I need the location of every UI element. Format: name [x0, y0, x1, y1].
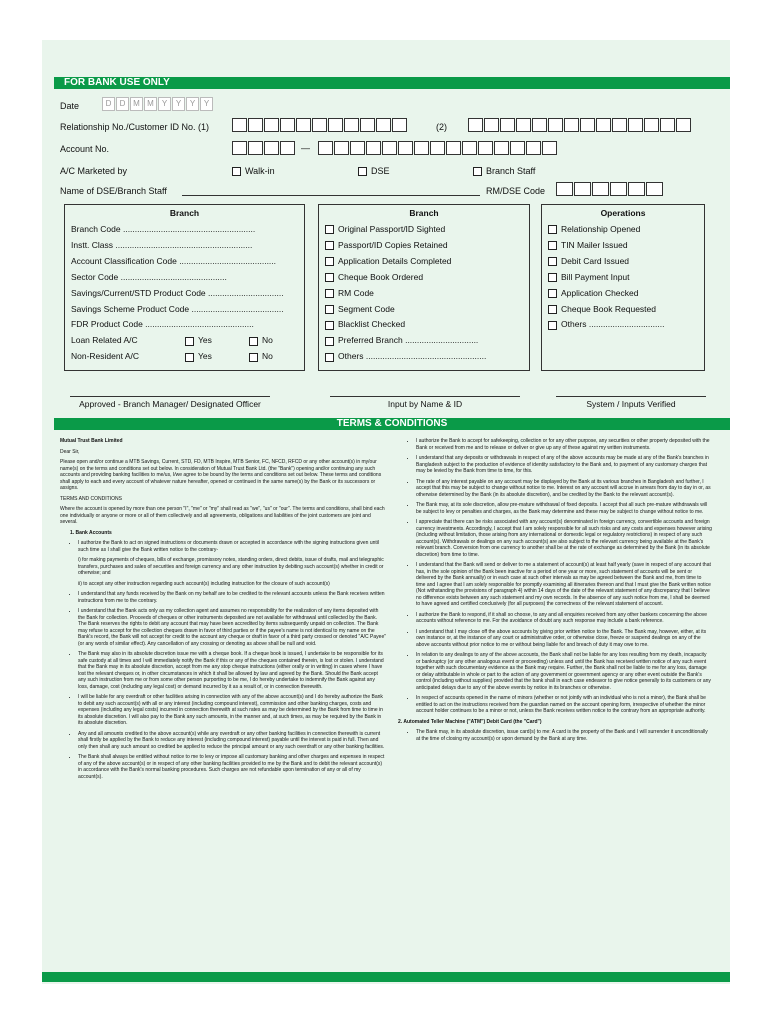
operations-item[interactable]: Application Checked — [542, 286, 704, 302]
loan-no[interactable]: No — [249, 333, 273, 349]
terms-left-column — [60, 438, 386, 784]
account-label: Account No. — [60, 144, 110, 154]
term-item: • In respect of accounts opened in the name of minors (whether or not jointly with an individual who is not a minor), the Bank shall be entitled to act on the instructions received from the guardian named on the account opening form, irrespective of whether the minor account holder continues to be a minor or not, unless the Bank receives written notice to the contrary from an appropriate authority. — [416, 695, 712, 715]
dse-checkbox[interactable] — [358, 167, 367, 176]
term-item: • I understand that I may close off the above accounts by giving prior written notice to the Bank. The Bank may, however, either, at its own instance or, at the instance of any court or administrative order, or otherwise close, freeze or suspend dealings on any of the above accounts without prior notice to me or without being liable for and breach of duty it may owe to me. — [416, 629, 712, 649]
instt-class-row: Instt. Class .......................................................... — [71, 239, 253, 250]
checklist-item[interactable]: Cheque Book Ordered — [319, 270, 529, 286]
term-item: • The Bank shall always be entitled without notice to me to levy or impose all customary banking and other charges and expenses in respect of any of the above account(s) or in respect of any other banking facilities provided to me by the Bank and to debit the relevant account(s) in accordance with the Bank's normal banking procedures. Such charges are not refundable upon termination of any or all of my account(s). — [78, 754, 386, 780]
terms-header: TERMS & CONDITIONS — [54, 418, 730, 430]
term-item: • I understand that any funds received by the Bank on my behalf are to be credited to the relevant accounts unless the Bank receives written instructions from me to the contrary. — [78, 591, 386, 604]
term-item: • I understand that the Bank will send or deliver to me a statement of account(s) at least half yearly (save in respect of any account that has, in the sole opinion of the Bank been inactive for a period of one year or more, such statement of accounts will be sent or delivered by the Bank annually) or in each case at such other intervals as may be agreed between the Bank and me, from time to time and I agree that I am solely responsible for promptly examining all itineraries thereon and that I must give the Bank written notice (Not withstanding the provisions of paragraph 4) within 14 days of the date of the relevant statement of any discrepancy that I believe no difference exists between any such statement and my own records. In the absence of any such notice from me, I shall be deemed to have agreed and certified conclusively (for all purposes) the correctness of the relevant statement of account. — [416, 562, 712, 608]
operations-item[interactable]: TIN Mailer Issued — [542, 238, 704, 254]
checkbox[interactable] — [548, 289, 557, 298]
approved-label: Approved - Branch Manager/ Designated Officer — [79, 399, 261, 409]
account-field-1[interactable] — [232, 141, 296, 155]
relationship-field-2[interactable] — [468, 118, 692, 132]
checkbox[interactable] — [548, 273, 557, 282]
checkbox[interactable] — [548, 225, 557, 234]
operations-item[interactable]: Relationship Opened — [542, 222, 704, 238]
relationship-field-1[interactable] — [232, 118, 408, 132]
branch-info-box — [64, 204, 305, 371]
term-item: • I understand that the Bank acts only as my collection agent and assumes no responsibility for the realization of any items deposited with the Bank for collection. Proceeds of cheques or other instruments deposited are not available for withdrawal until collected by the Bank. The Bank reserves the rights to debit any account that may have been accredited by items subsequently unpaid on collection. The Bank may refuse to accept for the collection cheques drawn in favor of third parties or if the payee's name is not identical to my name on the Bank's record, the Bank will not accept for credit to the account any cheque or draft in favor of a third party crossed or denoted "A/C Payee" (or any words of similar effect). Any cancellation of any crossing or denoting as above shall be null and void. — [78, 608, 386, 647]
nonres-yes[interactable]: Yes — [185, 349, 212, 365]
checkbox[interactable] — [548, 321, 557, 330]
account-dash: — — [301, 143, 310, 153]
term-item: • I authorize the Bank to accept for safekeeping, collection or for any other purpose, any securities or other property deposited with the Bank or received from me and to release or deliver or give up any of these against my written instruments. — [416, 438, 712, 451]
product-code-row: Savings/Current/STD Product Code ................................ — [71, 287, 284, 298]
term-item: • The Bank may, at its sole discretion, allow pre-mature withdrawal of fixed deposits. I accept that all such pre-mature withdrawals will be subject to levy or penalties and charges, as the Bank may determine and these may be subject to change without notice to me. — [416, 502, 712, 515]
operations-item[interactable]: Bill Payment Input — [542, 270, 704, 286]
checklist-item[interactable]: Others ................................................... — [319, 349, 529, 365]
loan-related-row: Loan Related A/C Yes No — [65, 333, 304, 349]
loan-yes-checkbox[interactable] — [185, 337, 194, 346]
dse-name-line[interactable] — [182, 195, 480, 196]
section-bank-accounts: 1. Bank Accounts — [70, 529, 112, 536]
account-field-2[interactable] — [318, 141, 558, 155]
checkbox[interactable] — [325, 273, 334, 282]
checklist-item[interactable]: RM Code — [319, 286, 529, 302]
branch-info-title: Branch — [169, 208, 200, 218]
date-cell[interactable]: D — [102, 97, 115, 111]
checkbox[interactable] — [548, 241, 557, 250]
checkbox[interactable] — [325, 353, 334, 362]
date-cell[interactable]: Y — [186, 97, 199, 111]
operations-item[interactable]: Debit Card Issued — [542, 254, 704, 270]
checkbox[interactable] — [548, 305, 557, 314]
rm-code-label: RM/DSE Code — [486, 186, 546, 196]
term-item: • I understand that any deposits or withdrawals in respect of any of the above accounts may be made at any of the Bank's branches in Bangladesh subject to the production of evidence of identity satisfactory to the Bank and, to payment of any customary charges that may be levied by the Bank from time to time, for this. — [416, 455, 712, 475]
checklist-item[interactable]: Passport/ID Copies Retained — [319, 238, 529, 254]
checkbox[interactable] — [325, 305, 334, 314]
branch-code-row: Branch Code ........................................................ — [71, 224, 256, 234]
footer-bar — [42, 972, 730, 982]
account-classification-row: Account Classification Code ......................................... — [71, 255, 277, 266]
system-label: System / Inputs Verified — [586, 399, 676, 409]
term-item: • I appreciate that there can be risks associated with any account(s) denominated in foreign currency, convertible accounts and foreign currency investments. Accordingly, I accept that I am solely responsible for all such risks and any costs and expenses however arising (including without limitation, those arising from any international or domestic legal or regulatory restrictions) in respect of any such account(s). Withdrawals or dealings on any such account(s) are also subject to the relevant currency being available at the Bank's relevant branch. Conversion from one currency to another shall be at the rate of exchange as determined by the Bank (in its absolute discretion) from time to time. — [416, 519, 712, 558]
checklist-item[interactable]: Original Passport/ID Sighted — [319, 222, 529, 238]
approved-signature-line[interactable] — [70, 396, 270, 397]
branch-staff-checkbox[interactable] — [473, 167, 482, 176]
intro-paragraph: Please open and/or continue a MTB Savings, Current, STD, FD, MTB Inspire, MTB Senior, FC, NFCD, RFCD or any other account(s) in my/our name(s) on the terms and conditions set out below. In consideration of Mutual Trust Bank Ltd. (the "Bank") opening and/or continuing any such accounts and providing banking facilities to me/us, I/we agree to be bound by the terms and conditions set out below. These terms and conditions shall apply to each and every account of whatever nature hereafter, opened or continued in the same name(s) by the Bank or its successors or assigns. — [60, 459, 382, 491]
checkbox[interactable] — [325, 241, 334, 250]
left-terms-list — [60, 540, 386, 780]
terms-right-column — [398, 438, 712, 746]
date-cell[interactable]: M — [144, 97, 157, 111]
term-item: • The Bank may, in its absolute discretion, issue card(s) to me: A card is the property of the Bank and I will surrender it unconditionally at the time of closing my account(s) or upon demand by the Bank at any time. — [416, 729, 712, 742]
date-cell[interactable]: M — [130, 97, 143, 111]
checklist-item[interactable]: Application Details Completed — [319, 254, 529, 270]
input-label: Input by Name & ID — [387, 399, 463, 409]
checklist-item[interactable]: Segment Code — [319, 302, 529, 318]
terms-heading: TERMS AND CONDITIONS — [60, 495, 122, 502]
walkin-checkbox[interactable] — [232, 167, 241, 176]
dse-name-label: Name of DSE/Branch Staff — [60, 186, 167, 196]
non-resident-row: Non-Resident A/C Yes No — [65, 349, 304, 365]
nonres-no[interactable]: No — [249, 349, 273, 365]
term-item: • The Bank may also in its absolute discretion issue me with a cheque book. If a cheque book is issued, I undertake to be responsible for its safe custody at all times and I will immediately notify the Bank if this or any of the cheques contained therein, is lost or stolen. I understand that the Bank may in its absolute discretion, accept from me any stop cheque instructions (either orally or in writing) in cases where I have lost the relevant cheques or, in other circumstances in which it shall be allowed by law and agreed by the Bank. Should the Bank accept any such instruction from me or from some other person purporting to be me, I do hereby undertake to indemnify the Bank against any loss, damage, cost (including any legal cost) or demand incurred by it as a result of, or in connection therewith. — [78, 651, 386, 690]
rm-code-field[interactable] — [556, 182, 664, 196]
branch-checklist-box — [318, 204, 530, 371]
term-item: • In relation to any dealings to any of the above accounts, the Bank shall not be liable for any loss resulting from my death, incapacity or bankruptcy (or any other analogous event or proceeding) unless and until the Bank has received written notice of any such event together with such documentary evidence as the Bank may require. Further, the Bank shall not be liable to me for any loss, damage or delay attributable in whole or part to the action of any government or government agency or any other event outside the Bank's control (including without supplies) provided that the bank shall in each case endeavor to give notice generally to its customers or any anticipated delays due to any of the above events by notice in its branches or otherwise. — [416, 652, 712, 691]
operations-title: Operations — [600, 208, 646, 218]
relationship-label: Relationship No./Customer ID No. (1) — [60, 122, 210, 132]
date-cell[interactable]: D — [116, 97, 129, 111]
salutation: Dear Sir, — [60, 448, 80, 455]
branch-checklist-title: Branch — [409, 208, 439, 218]
term-subitem: ii) to accept any other instruction regarding such account(s) including instruction for the closure of such account(s) — [78, 580, 330, 587]
term-subitem: i) for making payments of cheques, bills of exchange, promissory notes, standing orders, direct debits, issue of drafts, mail and telegraphic transfers, purchases and sales of securities and foreign currency and any other instruction by debiting such account(s) whether in credit or otherwise; and — [78, 557, 384, 576]
fdr-code-row: FDR Product Code .............................................. — [71, 319, 254, 330]
loan-no-checkbox[interactable] — [249, 337, 258, 346]
operations-item[interactable]: Others ................................ — [542, 317, 704, 333]
date-cell[interactable]: Y — [158, 97, 171, 111]
marketed-label: A/C Marketed by — [60, 166, 128, 176]
bank-name: Mutual Trust Bank Limited — [60, 438, 123, 444]
sector-code-row: Sector Code ............................................. — [71, 271, 227, 282]
date-label: Date — [60, 101, 80, 111]
dse-option[interactable]: DSE — [358, 166, 390, 177]
relationship-label-2: (2) — [436, 122, 447, 132]
operations-box — [541, 204, 705, 371]
section-atm-card: 2. Automated Teller Machine ("ATM") Debit Card (the "Card") — [398, 718, 542, 725]
checklist-item[interactable]: Blacklist Checked — [319, 317, 529, 333]
right-terms-list — [398, 438, 712, 715]
checkbox[interactable] — [325, 289, 334, 298]
term-item: • I will be liable for any overdraft or other facilities arising in connection with any of the above account(s) and I do hereby authorize the Bank to debit any such account(s) with all or any interest (including compound interest), commission and other banking charges, costs and expenses (including any legal costs) incurred in connection therewith at such rates as may be determined by the Bank from time to time in its absolute discretion. I will also pay to the Bank any such amounts, in the manner and, at such times, as may be required by the Bank in its absolute discretion. — [78, 694, 386, 727]
checkbox[interactable] — [325, 321, 334, 330]
date-field[interactable] — [102, 97, 214, 111]
checkbox[interactable] — [548, 257, 557, 266]
checkbox[interactable] — [325, 337, 334, 346]
checklist-item[interactable]: Preferred Branch ............................... — [319, 333, 529, 349]
scheme-code-row: Savings Scheme Product Code ....................................... — [71, 303, 284, 314]
loan-yes[interactable]: Yes — [185, 333, 212, 349]
checkbox[interactable] — [325, 225, 334, 234]
date-cell[interactable]: Y — [200, 97, 213, 111]
bank-use-header: FOR BANK USE ONLY — [54, 77, 730, 89]
walkin-option[interactable]: Walk-in — [232, 166, 275, 177]
atm-terms-list — [398, 729, 712, 742]
term-item: • The rate of any interest payable on any account may be displayed by the Bank at its various branches in Bangladesh and further, I accept that this may be subject to change without notice to me. Interest on any account will accrue in arrears from day to day in or, as otherwise determined by the Bank (in its absolute discretion), and be credited by the Bank to the relevant account(s). — [416, 479, 712, 499]
term-item: • I authorize the Bank to respond, if it shall so choose, to any and all enquiries received from any other bankers concerning the above accounts without reference to me. For the avoidance of doubt any such response may include a bank reference. — [416, 612, 712, 625]
term-item: • Any and all amounts credited to the above account(s) while any overdraft or any other banking facilities in connection therewith is current shall firstly be applied by the Bank to reduce any interest (including compound interest) payable until the interest is paid in full. Then and only then shall any such amount so credited be applied to reduce the principal amount or any such overdraft or any other banking facilities. — [78, 731, 386, 751]
terms-paragraph: Where the account is opened by more than one person "I", "me" or "my" shall read as "we", "us" or "our". The terms and conditions, shall bind each one individually or anyone or more or all of them collectively and all agreements, obligations and liabilities of the joint customers are joint and several. — [60, 506, 385, 525]
nonres-yes-checkbox[interactable] — [185, 353, 194, 362]
term-item: • I authorize the Bank to act on signed instructions or documents drawn or accepted in accordance with the signing instructions given until such time as I shall give the Bank written notice to the contrary- — [78, 540, 386, 553]
date-cell[interactable]: Y — [172, 97, 185, 111]
input-signature-line[interactable] — [330, 396, 520, 397]
system-signature-line[interactable] — [556, 396, 706, 397]
nonres-no-checkbox[interactable] — [249, 353, 258, 362]
checkbox[interactable] — [325, 257, 334, 266]
branch-staff-option[interactable]: Branch Staff — [473, 166, 535, 177]
operations-item[interactable]: Cheque Book Requested — [542, 302, 704, 318]
